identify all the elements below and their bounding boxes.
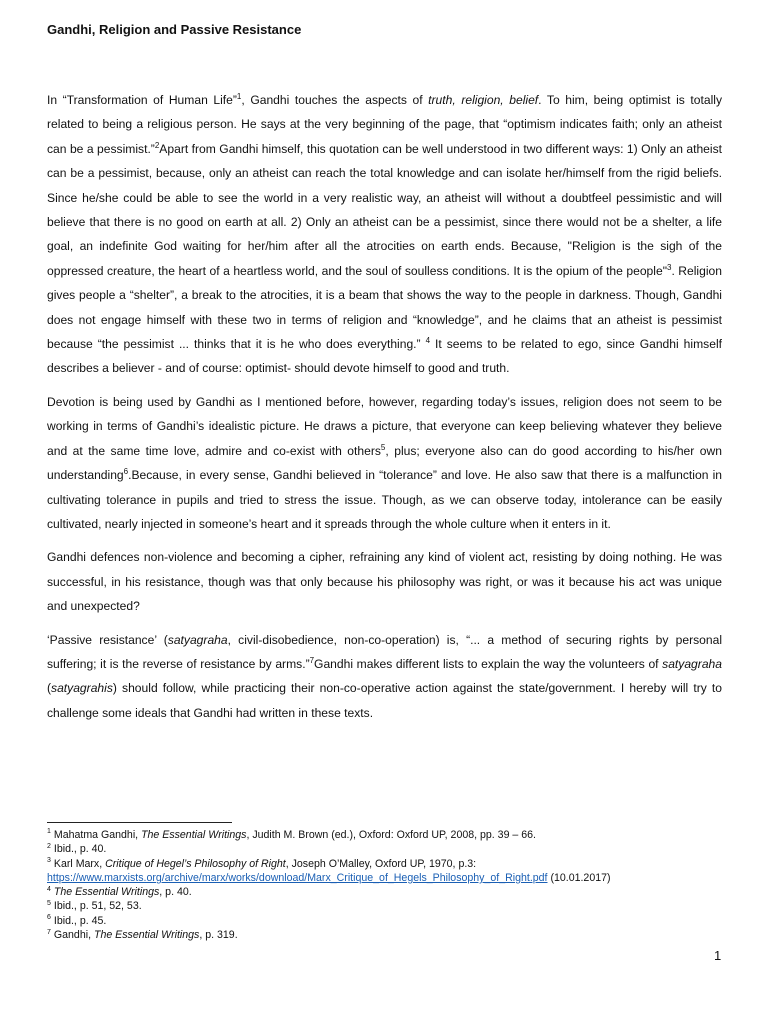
paragraph-3: Gandhi defences non-violence and becoming a cipher, refraining any kind of violent act, resisting by doing nothing. He was successful, in his resistance, though was that only because his philosophy was right, or was it because his act was unique and unexpected?	[47, 550, 722, 614]
footnote-text: Gandhi,	[53, 929, 94, 942]
footnote-item	[47, 857, 747, 871]
footnote-item	[47, 914, 747, 928]
text-run: . Religion gives people a “shelter”, a break to the atrocities, it is a beam that shows the way to the people in darkness. Though, Gandhi does not engage himself with these two in terms of religion and “knowledge”, and he claims that an atheist is pessimist because “the pessimist ... thinks that it is he who does everything.”	[47, 263, 722, 352]
text-run: (	[47, 681, 52, 696]
footnote-title: Critique of Hegel’s Philosophy of Right	[105, 857, 286, 870]
footnote-title: The Essential Writings	[53, 886, 160, 899]
footnote-ref-5[interactable]: 5	[380, 442, 386, 452]
footnote-ref-2[interactable]: 2	[154, 140, 160, 150]
emphasis-text: satyagrahis	[51, 681, 113, 696]
text-run: In “Transformation of Human Life”	[47, 93, 237, 107]
footnote-separator	[47, 822, 232, 823]
text-run: . To him, being optimist is totally related to being a religious person. He says at the very beginning of the page, that “optimism indicates faith; only an atheist can be a pessimist.”	[47, 93, 723, 156]
footnote-text: , p. 40.	[159, 886, 192, 899]
text-run: , civil-disobedience, non-co-operation) is, “... a method of securing rights by personal suffering; it is the reverse of resistance by arms.”	[47, 632, 723, 671]
footnote-text: , Judith M. Brown (ed.), Oxford: Oxford UP, 2008, pp. 39 – 66.	[246, 829, 536, 841]
footnote-number: 4	[47, 885, 51, 893]
page-number: 1	[714, 948, 722, 963]
footnote-item	[47, 928, 747, 942]
footnote-item	[47, 885, 747, 899]
footnote-link-line	[47, 871, 747, 885]
emphasis-text: truth, religion, belief	[428, 93, 539, 107]
emphasis-text: satyagraha	[167, 632, 228, 647]
paragraph-4	[47, 628, 722, 726]
text-run: , plus; everyone also can do good according to his/her own understanding	[47, 443, 722, 483]
text-run: , Gandhi touches the aspects of	[241, 93, 429, 107]
footnote-number: 6	[47, 914, 51, 922]
footnote-number: 7	[47, 928, 51, 936]
footnote-ref-4[interactable]: 4	[425, 336, 431, 346]
footnote-text: Mahatma Gandhi,	[53, 829, 142, 841]
footnotes	[47, 828, 747, 942]
footnote-ref-6[interactable]: 6	[123, 467, 129, 477]
text-run: Devotion is being used by Gandhi as I mentioned before, however, regarding today’s issues, religion does not seem to be working in terms of Gandhi’s idealistic picture. He draws a picture, that everyone can keep believing whatever they believe and at the same time love, admire and co-exist with others	[47, 394, 722, 458]
text-run: It seems to be related to ego, since Gandhi himself describes a believer - and of course: optimist- should devote himself to good and truth.	[47, 337, 722, 376]
footnote-number: 2	[47, 842, 51, 850]
footnote-number: 1	[47, 828, 51, 836]
document-body	[47, 88, 722, 734]
paragraph-1	[47, 88, 722, 381]
text-run: .Because, in every sense, Gandhi believed in “tolerance” and love. He also saw that there is a malfunction in cultivating tolerance in pupils and tried to stress the issue. Though, as we can observe today, intolerance can be easily cultivated, nearly injected in someone’s heart and it spreads through the whole culture when it enters in it.	[47, 468, 722, 531]
footnote-number: 3	[47, 857, 51, 865]
footnote-ref-7[interactable]: 7	[309, 655, 315, 665]
paragraph-2	[47, 390, 722, 536]
footnote-text: Ibid., p. 45.	[53, 914, 107, 927]
footnote-text: Ibid., p. 51, 52, 53.	[53, 900, 142, 913]
text-run: ) should follow, while practicing their non-co-operative action against the state/government. I hereby will try to challenge some ideals that Gandhi had written in these texts.	[47, 681, 722, 720]
footnote-text: Ibid., p. 40.	[53, 843, 107, 856]
text-run: Gandhi makes different lists to explain the way the volunteers of	[314, 656, 663, 671]
document-title: Gandhi, Religion and Passive Resistance	[47, 22, 302, 37]
footnote-ref-3[interactable]: 3	[666, 262, 672, 272]
emphasis-text: satyagraha	[662, 656, 722, 671]
text-run: Apart from Gandhi himself, this quotation can be well understood in two different ways: 1) Only an atheist can be a pessimist, because, only an atheist can reach the total knowledge and can isolate her/himself from the rigid beliefs. Since he/she could be able to see the world in a very realistic way, an atheist will without a doubtfeel pessimistic and will believe that there is no good on earth at all. 2) Only an atheist can be a pessimist, since there would not be a shelter, a life goal, an indefinite God waiting for her/him after all the atrocities on earth ends. Because, "Religion is the sigh of the oppressed creature, the heart of a heartless world, and the soul of soulless conditions. It is the opium of the people"	[47, 141, 723, 278]
footnote-item	[47, 828, 747, 842]
footnote-text: , p. 319.	[199, 929, 238, 942]
footnote-number: 5	[47, 899, 51, 907]
footnote-title: The Essential Writings	[93, 929, 200, 942]
footnote-item	[47, 842, 747, 856]
marxists-link[interactable]: https://www.marxists.org/archive/marx/works/download/Marx_Critique_of_Hegels_Philosophy_of_Right.pdf	[47, 871, 548, 884]
footnote-item	[47, 899, 747, 913]
footnote-text: Karl Marx,	[53, 857, 106, 870]
footnote-text: , Joseph O’Malley, Oxford UP, 1970, p.3:	[285, 857, 477, 870]
footnote-title: The Essential Writings	[141, 829, 247, 841]
footnote-ref-1[interactable]: 1	[236, 91, 242, 101]
access-date: (10.01.2017)	[547, 871, 611, 884]
text-run: ‘Passive resistance’ (	[47, 632, 168, 647]
